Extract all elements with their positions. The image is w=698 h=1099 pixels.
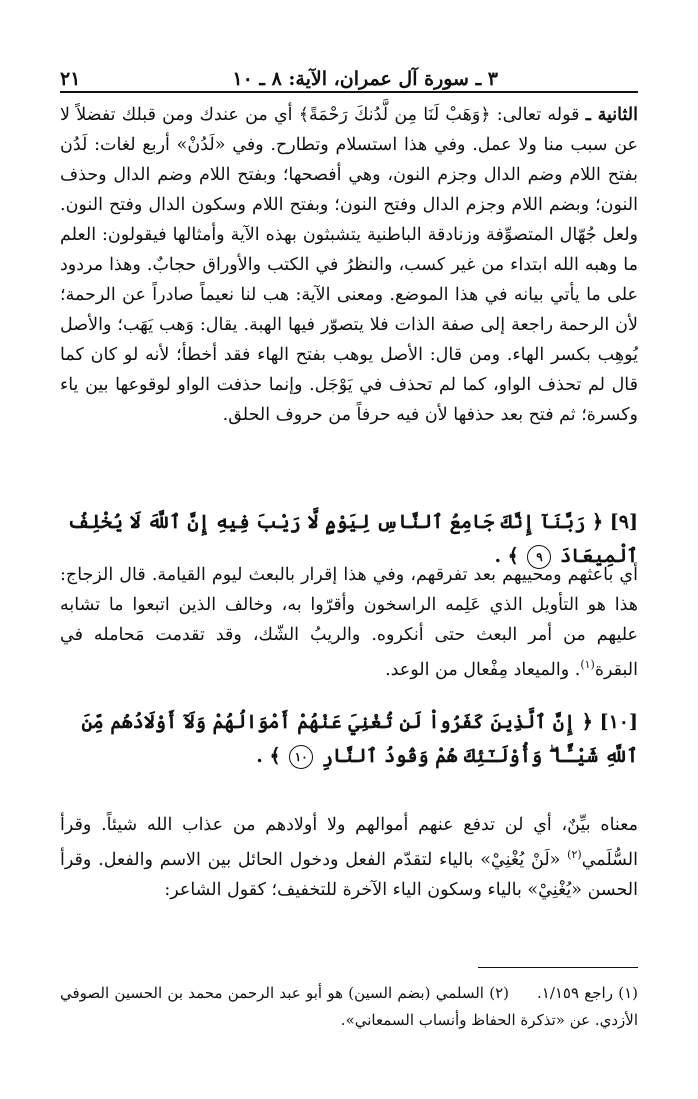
header-divider — [60, 91, 638, 93]
verse-text: ﴿ رَبَّنَآ إِنَّكَ جَامِعُ ٱلنَّاسِ لِيَوْمٍ لَّا رَيْبَ فِيهِ إِنَّ ٱللَّهَ لَا يُخْلِفُ ٱلْمِيعَادَ — [67, 511, 638, 567]
section-lead: الثانية ـ — [585, 105, 638, 125]
verse-close-bracket: ﴾ . — [494, 545, 519, 567]
paragraph-text-tail: «لَنْ يُغْنِيْ» بالياء لتقدّم الفعل ودخول الحائل بين الاسم والفعل. وقرأ الحسن «يُغْنِيْ» بالياء وسكون الياء الآخرة للتخفيف؛ كقول الشاعر: — [60, 849, 638, 900]
page-number: ٢١ — [60, 68, 81, 90]
paragraph-verse-10-commentary — [60, 810, 638, 905]
footnotes — [60, 980, 638, 1034]
verse-number: [٩] — [609, 511, 638, 533]
paragraph-verse-9-commentary — [60, 560, 638, 685]
paragraph-second-point — [60, 100, 638, 430]
verse-end-marker-icon: ١٠ — [289, 745, 313, 769]
paragraph-text: أي باعثهم ومحييهم بعد تفرقهم، وفي هذا إقرار بالبعث ليوم القيامة. قال الزجاج: هذا هو التأويل الذي عَلِمه الراسخون وأقرّوا به، وخالف الذين اتبعوا ما تشابه عليهم من أمر البعث حتى أنكروه. والريبُ الشّك، وقد تقدمت مَحامله في البقرة — [60, 565, 638, 680]
verse-10 — [60, 705, 638, 773]
paragraph-text-tail: . والميعاد مِفْعال من الوعد. — [385, 659, 581, 680]
footnote-2: (٢) السلمي (بضم السين) هو أبو عبد الرحمن محمد بن الحسين الصوفي الأزدي. عن «تذكرة الحفاظ وأنساب السمعاني». — [60, 984, 638, 1029]
paragraph-text: معناه بيِّنٌ، أي لن تدفع عنهم أموالهم ولا أولادهم من عذاب الله شيئاً. وقرأ السُّلَمي — [60, 815, 638, 870]
page-header — [60, 56, 638, 90]
verse-close-bracket: ﴾ . — [256, 745, 281, 767]
footnote-reference[interactable]: (١) — [580, 658, 595, 671]
paragraph-text: قوله تعالى: ﴿وَهَبْ لَنَا مِن لَّدُنكَ رَحْمَةً﴾ أي من عندك ومن قبلك تفضلاً لا عن سبب منا ولا عمل. وفي هذا استسلام وتطارح. وفي «لَدُنْ» أربع لغات: لَدُن بفتح اللام وضم الدال وجزم النون، وهي أفصحها؛ وبفتح اللام وضم الدال وحذف النون؛ وبضم اللام وجزم الدال وفتح النون؛ وبفتح اللام وسكون الدال وفتح النون. ولعل جُهّال المتصوِّفة وزنادقة الباطنية يتشبثون بهذه الآية وأمثالها فيقولون: العلم ما وهبه الله ابتداء من غير كسب، والنظرُ في الكتب والأوراق حجابٌ. وهذا مردود على ما يأتي بيانه في هذا الموضع. ومعنى الآية: هب لنا نعيماً صادراً عن الرحمة؛ لأن الرحمة راجعة إلى صفة الذات فلا يتصوّر فيها الهبة. يقال: وَهب يَهَب؛ والأصل يُوهِب بكسر الهاء. ومن قال: الأصل يوهب بفتح الهاء فقد أخطأ؛ لأنه لو كان كما قال لم تحذف الواو، كما لم تحذف في يَوْجَل. وإنما حذفت الواو لوقوعها بين ياء وكسرة؛ ثم فتح بعد حذفها لأن فيه حرفاً من حروف الحلق. — [60, 105, 638, 425]
footnote-1: (١) راجع ١/١٥٩. — [536, 984, 638, 1002]
footnote-divider — [478, 967, 638, 968]
verse-number: [١٠] — [599, 711, 638, 733]
verse-text: ﴿ إِنَّ ٱلَّذِينَ كَفَرُواْ لَن تُغْنِيَ عَنْهُمْ أَمْوَالُهُمْ وَلَآ أَوْلَادُهُم مِّنَ ٱللَّهِ شَيْـًٔا ۖ وَأُوْلَـٰٓئِكَ هُمْ وَقُودُ ٱلنَّارِ — [81, 711, 638, 767]
verse-end-marker-icon: ٩ — [527, 545, 551, 569]
running-title: ٣ ـ سورة آل عمران، الآية: ٨ ـ ١٠ — [232, 68, 498, 90]
footnote-reference[interactable]: (٢) — [567, 848, 582, 861]
